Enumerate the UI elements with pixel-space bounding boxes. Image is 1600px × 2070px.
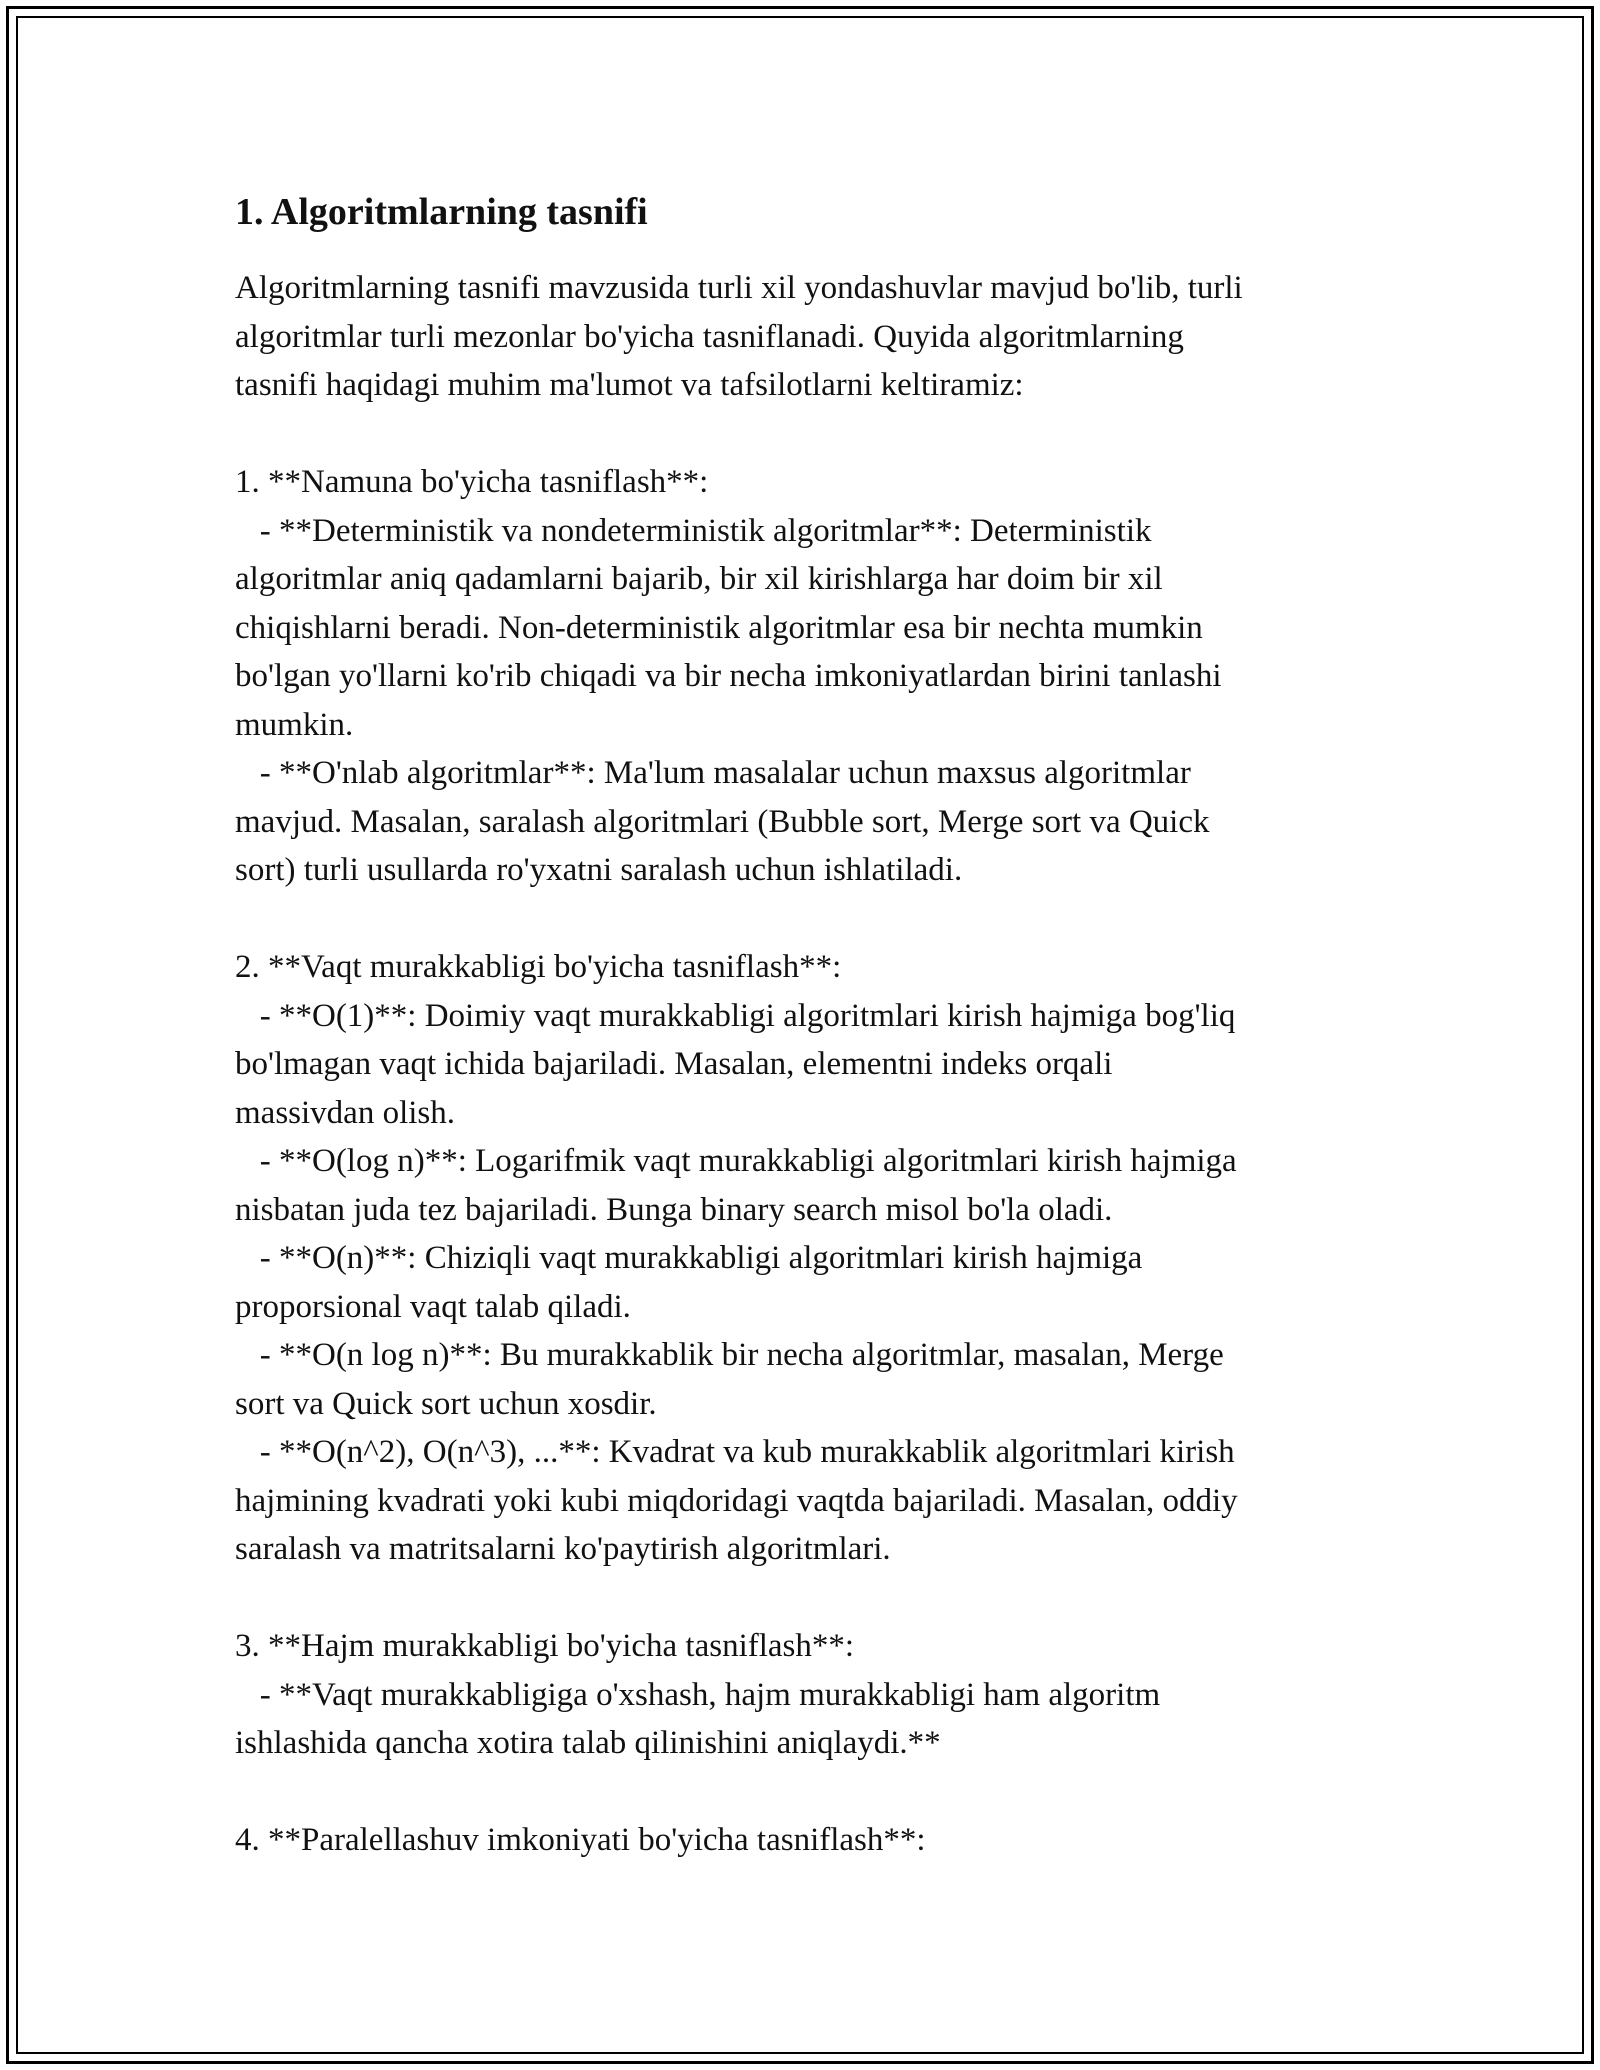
text-line: 3. **Hajm murakkabligi bo'yicha tasniflash**:: [235, 1628, 855, 1664]
text-line: hajmining kvadrati yoki kubi miqdoridagi vaqtda bajariladi. Masalan, oddiy: [235, 1482, 1238, 1519]
text-line: algoritmlar aniq qadamlarni bajarib, bir xil kirishlarga har doim bir xil: [235, 561, 1163, 597]
text-line: - **O(1)**: Doimiy vaqt murakkabligi algoritmlari kirish hajmiga bog'liq: [235, 997, 1236, 1034]
text-line: chiqishlarni beradi. Non-deterministik algoritmlar esa bir nechta mumkin: [235, 609, 1203, 646]
document-page: [235, 186, 1375, 1865]
text-line: ishlashida qancha xotira talab qilinishini aniqlaydi.**: [235, 1725, 941, 1761]
text-line: algoritmlar turli mezonlar bo'yicha tasniflanadi. Quyida algoritmlarning: [235, 318, 1184, 355]
text-line: - **O(log n)**: Logarifmik vaqt murakkabligi algoritmlari kirish hajmiga: [235, 1143, 1237, 1179]
text-line: 2. **Vaqt murakkabligi bo'yicha tasniflash**:: [235, 949, 842, 985]
text-line: - **Deterministik va nondeterministik algoritmlar**: Deterministik: [235, 512, 1152, 549]
text-line: sort) turli usullarda ro'yxatni saralash uchun ishlatiladi.: [235, 852, 963, 888]
text-line: bo'lgan yo'llarni ko'rib chiqadi va bir necha imkoniyatlardan birini tanlashi: [235, 658, 1222, 694]
document-body: [235, 264, 1375, 1865]
text-line: - **O(n^2), O(n^3), ...**: Kvadrat va kub murakkablik algoritmlari kirish: [235, 1434, 1235, 1470]
text-line: mavjud. Masalan, saralash algoritmlari (Bubble sort, Merge sort va Quick: [235, 803, 1210, 840]
text-line: tasnifi haqidagi muhim ma'lumot va tafsilotlarni keltiramiz:: [235, 367, 1024, 403]
text-line: sort va Quick sort uchun xosdir.: [235, 1385, 657, 1422]
text-line: 4. **Paralellashuv imkoniyati bo'yicha tasniflash**:: [235, 1822, 926, 1858]
text-line: - **O'nlab algoritmlar**: Ma'lum masalalar uchun maxsus algoritmlar: [235, 755, 1191, 791]
text-line: Algoritmlarning tasnifi mavzusida turli xil yondashuvlar mavjud bo'lib, turli: [235, 270, 1243, 306]
text-line: 1. **Namuna bo'yicha tasniflash**:: [235, 464, 709, 500]
document-title: 1. Algoritmlarning tasnifi: [235, 191, 648, 233]
text-line: proporsional vaqt talab qiladi.: [235, 1288, 631, 1325]
text-line: mumkin.: [235, 706, 354, 743]
text-line: - **Vaqt murakkabligiga o'xshash, hajm murakkabligi ham algoritm: [235, 1676, 1161, 1713]
text-line: - **O(n)**: Chiziqli vaqt murakkabligi algoritmlari kirish hajmiga: [235, 1240, 1143, 1276]
text-line: - **O(n log n)**: Bu murakkablik bir necha algoritmlar, masalan, Merge: [235, 1337, 1224, 1373]
text-line: nisbatan juda tez bajariladi. Bunga binary search misol bo'la oladi.: [235, 1191, 1113, 1228]
text-line: massivdan olish.: [235, 1094, 455, 1131]
text-line: bo'lmagan vaqt ichida bajariladi. Masalan, elementni indeks orqali: [235, 1046, 1113, 1082]
text-line: saralash va matritsalarni ko'paytirish algoritmlari.: [235, 1531, 891, 1567]
